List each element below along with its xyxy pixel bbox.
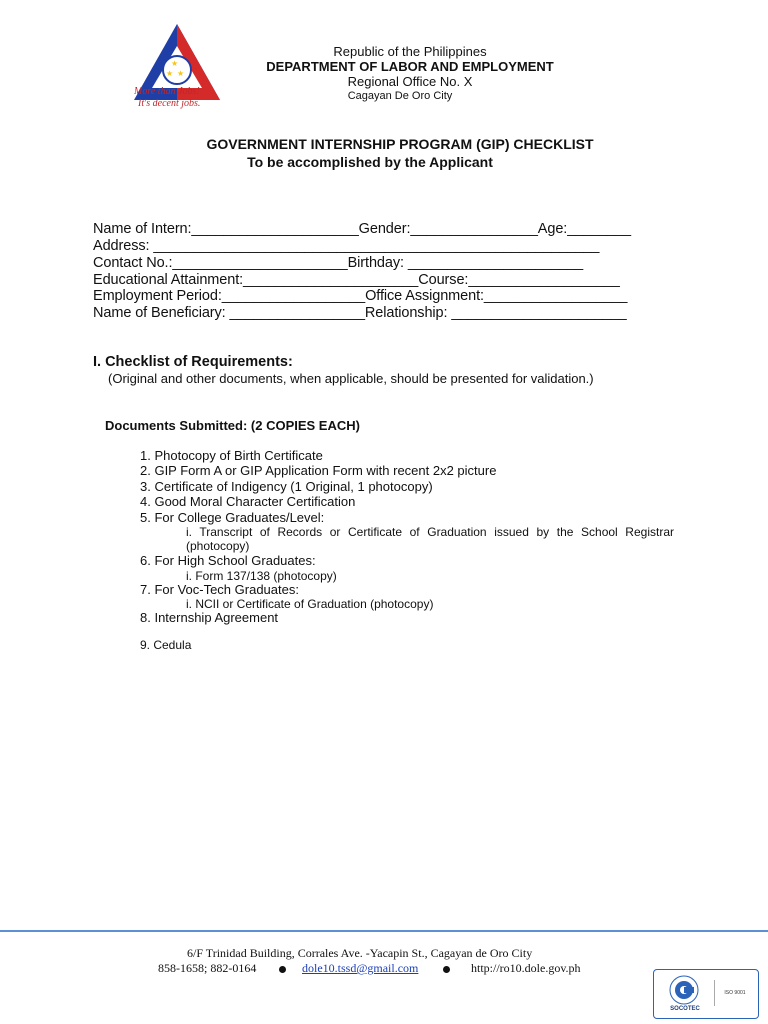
form-line-contact-birthday[interactable]: Contact No.:______________________Birthday: ______________________ <box>93 255 584 271</box>
list-item: 6. For High School Graduates: <box>140 553 316 568</box>
list-item: 5. For College Graduates/Level: <box>140 510 325 525</box>
office-city: Cagayan De Oro City <box>347 90 453 102</box>
footer-phone: 858-1658; 882-0164 <box>158 961 257 975</box>
list-subitem: i. Form 137/138 (photocopy) <box>186 569 337 583</box>
list-item: 1. Photocopy of Birth Certificate <box>140 448 323 463</box>
list-subitem: i. Transcript of Records or Certificate of Graduation issued by the School Registrar (photocopy) <box>186 525 674 553</box>
list-subitem: i. NCII or Certificate of Graduation (photocopy) <box>186 597 434 611</box>
footer-address: 6/F Trinidad Building, Corrales Ave. -Yacapin St., Cagayan de Oro City <box>187 946 533 960</box>
list-item: 7. For Voc-Tech Graduates: <box>140 582 299 597</box>
checklist-heading: I. Checklist of Requirements: <box>93 354 293 370</box>
form-line-education-course[interactable]: Educational Attainment:______________________Course:___________________ <box>93 272 620 288</box>
list-item: 2. GIP Form A or GIP Application Form with recent 2x2 picture <box>140 463 497 478</box>
document-subtitle: To be accomplished by the Applicant <box>247 154 493 170</box>
form-line-address[interactable]: Address: ________________________________________________________ <box>93 238 600 254</box>
regional-office: Regional Office No. X <box>347 74 473 89</box>
logo-tagline-2: It's decent jobs. <box>138 98 201 109</box>
list-item: 8. Internship Agreement <box>140 610 279 625</box>
form-line-beneficiary-relationship[interactable]: Name of Beneficiary: _________________Relationship: ______________________ <box>93 305 627 321</box>
footer-email-link[interactable]: dole10.tssd@gmail.com <box>302 961 419 975</box>
bullet-icon <box>443 966 450 973</box>
logo-tagline-1: More than Jobs! <box>134 86 200 97</box>
list-item: 3. Certificate of Indigency (1 Original, 1 photocopy) <box>140 479 433 494</box>
checklist-note: (Original and other documents, when applicable, should be presented for validation.) <box>108 371 594 386</box>
department-name: DEPARTMENT OF LABOR AND EMPLOYMENT <box>266 59 554 74</box>
footer-divider <box>0 930 768 932</box>
bullet-icon <box>279 966 286 973</box>
documents-heading: Documents Submitted: (2 COPIES EACH) <box>105 418 360 433</box>
svg-text:★: ★ <box>166 69 174 78</box>
cert-iso-label: ISO 9001 <box>714 980 755 1006</box>
cert-name: SOCOTEC <box>670 1006 700 1012</box>
republic-line: Republic of the Philippines <box>333 44 487 59</box>
document-title: GOVERNMENT INTERNSHIP PROGRAM (GIP) CHECKLIST <box>206 136 594 152</box>
list-item: 4. Good Moral Character Certification <box>140 494 356 509</box>
svg-text:★: ★ <box>177 69 185 78</box>
dole-logo <box>130 22 224 124</box>
certification-badge <box>653 969 759 1019</box>
svg-text:★: ★ <box>171 59 179 68</box>
form-line-employment-office[interactable]: Employment Period:__________________Office Assignment:__________________ <box>93 288 628 304</box>
list-item: 9. Cedula <box>140 638 192 652</box>
form-line-name-gender-age[interactable]: Name of Intern:_____________________Gender:________________Age:________ <box>93 221 631 237</box>
footer-website-link[interactable]: http://ro10.dole.gov.ph <box>471 961 581 975</box>
